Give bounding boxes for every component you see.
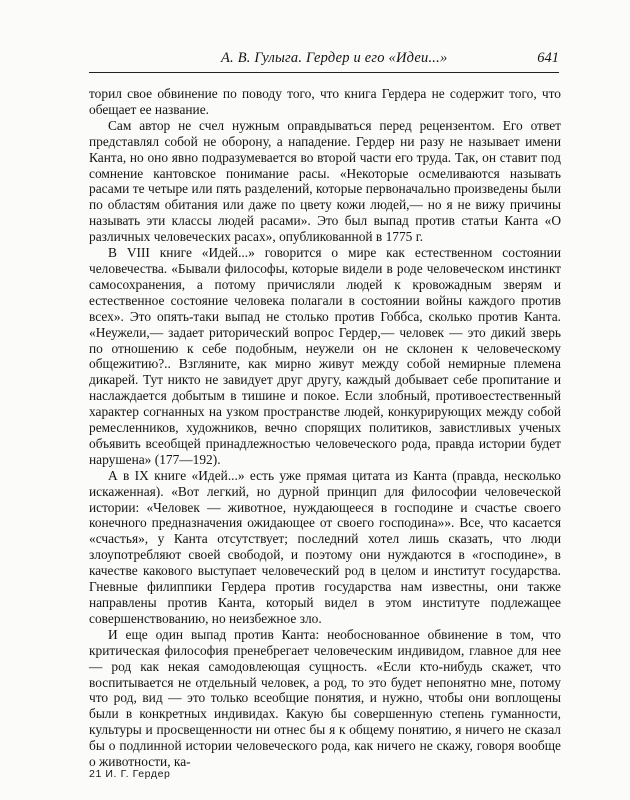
paragraph-continuation: торил свое обвинение по поводу того, что книга Гердера не содержит того, что обещает ее название. — [89, 86, 561, 117]
running-head — [89, 50, 559, 72]
paragraph-book-eight: В VIII книге «Идей...» говорится о мире как естественном состоянии человечества. «Бывали философы, которые видели в роде человеческом инстинкт самосохранения, а потому причисляли людей к кровожадным зверям и естественное состояние человека полагали в состоянии войны каждого против всех». Это опять-таки выпад не столько против Гоббса, сколько против Канта. «Неужели,— задает риторический вопрос Гердер,— человек — это дикий зверь по отношению к себе подобным, неужели он не склонен к человеческому общежитию?.. Взгляните, как мирно живут между собой немирные племена дикарей. Тут никто не завидует друг другу, каждый добывает себе пропитание и наслаждается добытым в тишине и покое. Если злобный, противоестественный характер согнанных на узком пространстве людей, конкурирующих между собой ремесленников, художников, вечно спорящих политиков, завистливых ученых объявить всеобщей принадлежностью человеческого рода, правда истории будет нарушена» (177—192). — [89, 245, 561, 467]
running-title: А. В. Гулыга. Гердер и его «Идеи...» — [221, 50, 448, 66]
paragraph-another-attack: И еще один выпад против Канта: необоснованное обвинение в том, что критическая философия пренебрегает человеческим индивидом, главное для нее — род как некая самодовлеющая сущность. «Если кто-нибудь скажет, что воспитывается не отдельный человек, а род, то это будет непонятно мне, потому что род, вид — это только всеобщие понятия, и нужно, чтобы они воплощены были в конкретных индивидах. Какую бы совершенную степень гуманности, культуры и просвещенности ни отнес бы я к общему понятию, я ничего не сказал бы о подлинной истории человеческого рода, как ничего не скажу, говоря вообще о животности, ка- — [89, 626, 561, 770]
signature-mark: 21 И. Г. Гердер — [89, 768, 171, 780]
paragraph-book-nine: А в IX книге «Идей...» есть уже прямая цитата из Канта (правда, несколько искаженная). «Вот легкий, но дурной принцип для философии человеческой истории: «Человек — животное, нуждающееся в господине и счастье своего конечного предназначения ожидающее от своего господина»». Все, что касается «счастья», у Канта отсутствует; последний хотел лишь сказать, что люди злоупотребляют своей свободой, и поэтому они нуждаются в «господине», в качестве какового выступает человеческий род в целом и институт государства. Гневные филиппики Гердера против государства нам известны, они также направлены против Канта, который видел в этом институте подлежащее совершенствованию, но неизбежное зло. — [89, 467, 561, 626]
page-number: 641 — [537, 50, 559, 66]
header-rule — [89, 72, 559, 73]
paragraph-author-response: Сам автор не счел нужным оправдываться перед рецензентом. Его ответ представлял собой не оборону, а нападение. Гердер ни разу не называет имени Канта, но оно явно подразумевается во второй части его труда. Так, он ставит под сомнение кантовское понимание расы. «Некоторые осмеливаются называть расами те четыре или пять разделений, которые первоначально произведены были по областям обитания или даже по цвету кожи людей,— но я не вижу причины называть эти классы людей расами». Это был выпад против статьи Канта «О различных человеческих расах», опубликованной в 1775 г. — [89, 117, 561, 245]
body-text — [89, 86, 561, 770]
